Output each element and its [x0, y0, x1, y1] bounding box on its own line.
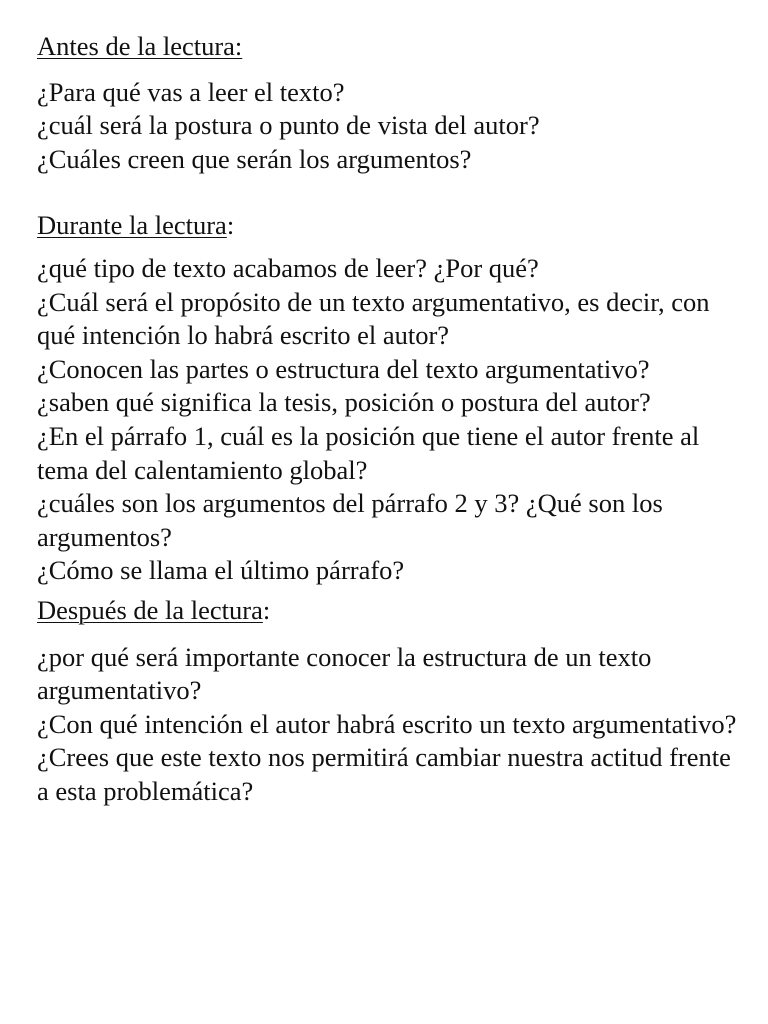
section-despues-de-la-lectura	[37, 594, 737, 809]
question-item: ¿Cómo se llama el último párrafo?	[37, 555, 405, 586]
section-heading	[37, 30, 737, 64]
question-list	[37, 252, 737, 588]
question-item: ¿Para qué vas a leer el texto?	[37, 76, 345, 107]
section-heading	[37, 594, 737, 628]
question-list	[37, 641, 737, 809]
question-item: ¿cuál será la postura o punto de vista del autor?	[37, 110, 540, 141]
question-item: ¿Cuál será el propósito de un texto argumentativo, es decir, con qué intención lo habrá escrito el autor?	[37, 286, 710, 351]
document-page	[37, 30, 737, 808]
question-item: ¿Con qué intención el autor habrá escrito un texto argumentativo?	[37, 708, 737, 739]
question-item: ¿cuáles son los argumentos del párrafo 2 y 3? ¿Qué son los argumentos?	[37, 488, 663, 552]
section-durante-la-lectura	[37, 209, 737, 588]
question-item: ¿Cuáles creen que serán los argumentos?	[37, 143, 472, 174]
section-heading-text: Durante la lectura	[37, 210, 227, 241]
question-item: ¿saben qué significa la tesis, posición o postura del autor?	[37, 387, 651, 418]
question-item: ¿qué tipo de texto acabamos de leer? ¿Por qué?	[37, 252, 539, 283]
section-heading-text: Antes de la lectura:	[37, 31, 243, 61]
section-heading-colon: :	[262, 594, 271, 625]
question-item: ¿En el párrafo 1, cuál es la posición que tiene el autor frente al tema del calentamiento global?	[37, 420, 700, 485]
section-heading	[37, 209, 737, 243]
section-heading-colon: :	[226, 210, 235, 241]
question-list	[37, 76, 737, 177]
question-item: ¿Conocen las partes o estructura del texto argumentativo?	[37, 353, 650, 384]
question-item: ¿por qué será importante conocer la estructura de un texto argumentativo?	[37, 641, 652, 706]
section-heading-text: Después de la lectura	[37, 594, 263, 625]
section-antes-de-la-lectura	[37, 30, 737, 176]
question-item: ¿Crees que este texto nos permitirá cambiar nuestra actitud frente a esta problemática?	[37, 742, 731, 806]
